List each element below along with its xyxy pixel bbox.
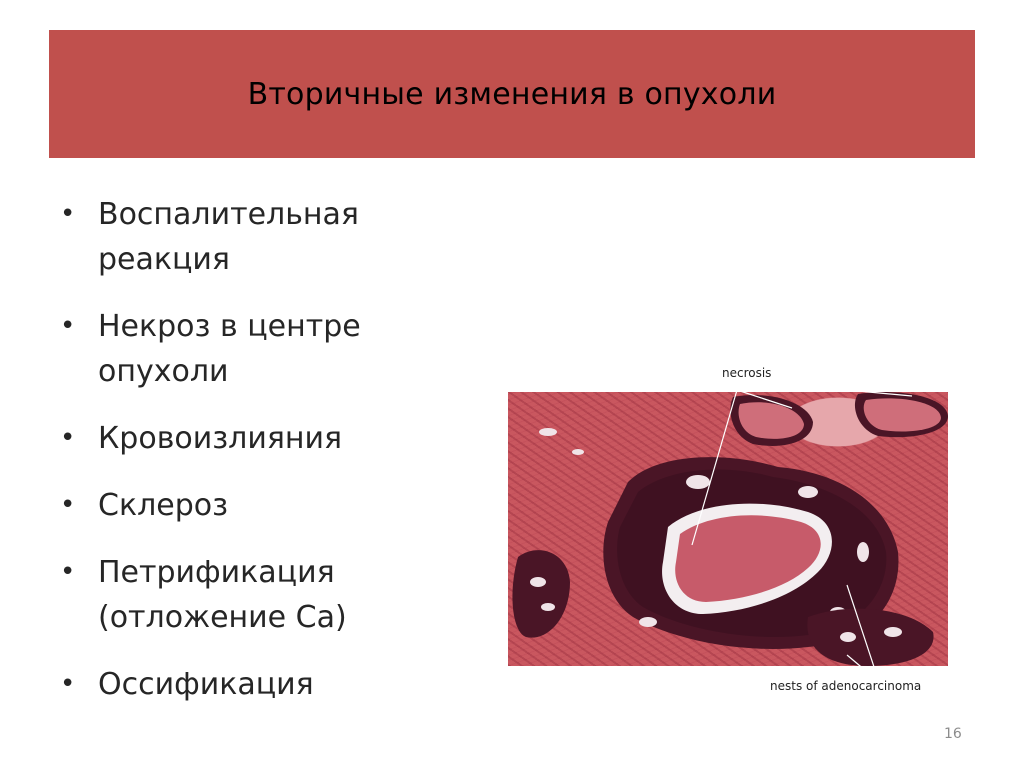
figure-label-nests: nests of adenocarcinoma bbox=[770, 679, 922, 693]
bullet-dot-icon: • bbox=[60, 423, 76, 453]
bullet-dot-icon: • bbox=[60, 490, 76, 520]
bullet-dot-icon: • bbox=[60, 557, 76, 587]
bullet-list bbox=[60, 192, 500, 729]
bullet-text: Склероз bbox=[98, 488, 229, 523]
title-bar bbox=[49, 30, 975, 158]
bullet-item bbox=[60, 662, 500, 707]
bullet-text: Некроз в центре опухоли bbox=[98, 309, 361, 389]
bullet-text: Оссификация bbox=[98, 667, 314, 702]
bullet-item bbox=[60, 304, 500, 394]
figure-leader-lines bbox=[492, 360, 962, 700]
bullet-text: Кровоизлияния bbox=[98, 421, 343, 456]
figure-label-necrosis: necrosis bbox=[722, 366, 772, 380]
bullet-item bbox=[60, 192, 500, 282]
bullet-item bbox=[60, 416, 500, 461]
bullet-item bbox=[60, 483, 500, 528]
histology-figure bbox=[492, 360, 962, 700]
bullet-text: Петрификация (отложение Ca) bbox=[98, 555, 347, 635]
bullet-item bbox=[60, 550, 500, 640]
bullet-dot-icon: • bbox=[60, 199, 76, 229]
bullet-dot-icon: • bbox=[60, 669, 76, 699]
bullet-dot-icon: • bbox=[60, 311, 76, 341]
bullet-text: Воспалительная реакция bbox=[98, 197, 359, 277]
slide-title: Вторичные изменения в опухоли bbox=[247, 76, 777, 112]
page-number: 16 bbox=[944, 726, 962, 742]
